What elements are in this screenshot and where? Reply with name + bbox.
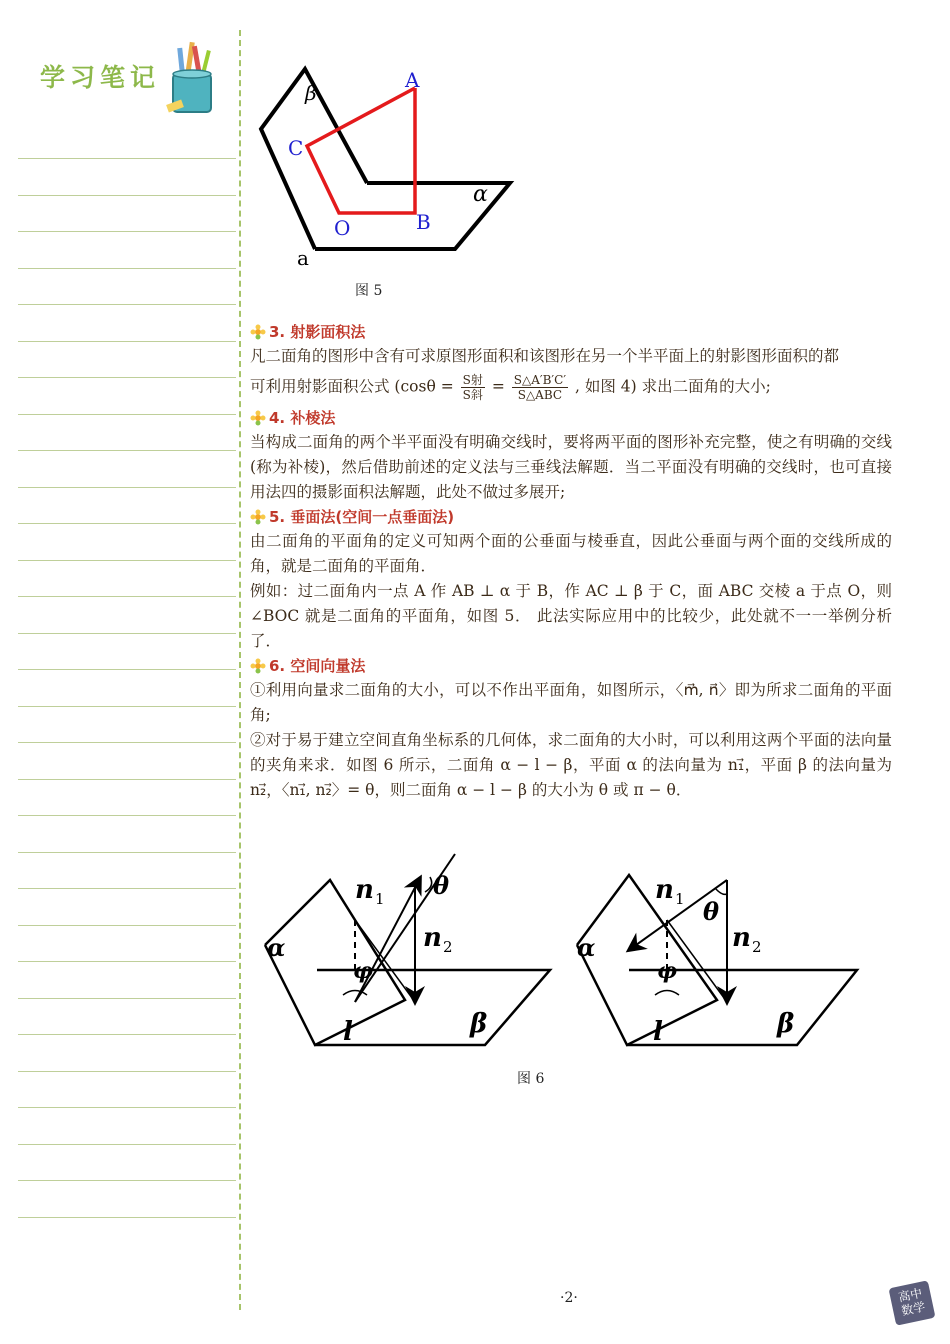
label-l-left: l [343,1017,353,1047]
label-phi-right: φ [657,958,677,984]
label-beta-left: β [470,1009,488,1039]
note-line [18,450,236,451]
note-line [18,633,236,634]
label-theta-left: θ [433,871,450,900]
label-B: B [416,210,431,234]
fraction-2: $\frac{S\triangle A'B'C'}{\text{S△ABC}}$ [513,373,567,402]
note-line [18,231,236,232]
svg-text:2: 2 [443,938,453,956]
label-l-right: l [653,1017,663,1047]
note-line [18,742,236,743]
figure-5-caption: 图 5 [355,283,383,299]
projection-formula: 可利用射影面积公式 (cosθ = $\frac{\text{S射}}{\text{S斜}}$ = $\frac{S\triangle A'B'C'}{\text{S△ABC}}$ , 如图 4) 求出二面角的大小; [250,373,771,402]
note-line [18,706,236,707]
content-body [250,320,892,803]
note-line [18,487,236,488]
section-4-title: 4. 补棱法 [269,409,336,427]
note-line [18,341,236,342]
figure-6-caption: 图 6 [517,1071,545,1087]
note-line [18,961,236,962]
note-line [18,1107,236,1108]
figure-6-right [577,875,857,1047]
section-5-heading [250,505,892,529]
note-line [18,1217,236,1218]
note-line [18,1144,236,1145]
label-C: C [288,136,304,160]
figure-6 [255,850,875,1060]
label-n1-left: n [355,875,374,905]
section-5-paragraph-2: 例如：过二面角内一点 A 作 AB ⊥ α 于 B，作 AC ⊥ β 于 C，面 ABC 交棱 a 于点 O，则 ∠BOC 就是二面角的平面角，如图 5． 此法实际应用中的比较少，此处就不一一举例分析了． [250,582,892,650]
label-alpha: α [473,182,488,207]
label-n2-right: n [732,923,751,953]
label-phi-left: φ [353,958,373,984]
note-line [18,377,236,378]
section-3-title: 3. 射影面积法 [269,323,366,341]
note-line [18,195,236,196]
section-4-paragraph: 当构成二面角的两个半平面没有明确交线时，要将两平面的图形补充完整，使之有明确的交线 (称为补棱)，然后借助前述的定义法与三垂线法解题．当二平面没有明确的交线时，也可直接用法四的摄影面积法解题，此处不做过多展开; [250,433,892,501]
note-line [18,596,236,597]
label-A: A [405,68,420,92]
note-line [18,852,236,853]
label-O: O [334,216,351,240]
label-n1-right: n [655,875,674,905]
section-6-title: 6. 空间向量法 [269,657,366,675]
sidebar-title: 学习笔记 [40,63,161,92]
note-line [18,1034,236,1035]
svg-text:1: 1 [375,890,385,908]
pen-cup-icon [165,40,217,118]
flower-icon [250,509,266,525]
label-beta-right: β [777,1009,795,1039]
note-line [18,888,236,889]
margin-divider [239,30,241,1310]
flower-icon [250,410,266,426]
section-4-heading [250,406,892,430]
flower-icon [250,658,266,674]
site-logo: 高中 数学 [888,1280,935,1325]
note-line [18,1180,236,1181]
label-n2-left: n [423,923,442,953]
label-beta: β [305,81,317,105]
note-line [18,414,236,415]
section-3-paragraph: 凡二面角的图形中含有可求原图形面积和该图形在另一个半平面上的射影图形面积的都 [250,347,840,365]
label-alpha-left: α [267,933,286,962]
note-line [18,523,236,524]
note-line [18,669,236,670]
label-a: a [297,246,309,270]
label-alpha-right: α [577,933,596,962]
note-line [18,779,236,780]
note-line [18,925,236,926]
svg-text:2: 2 [752,938,762,956]
section-6-paragraph-2: ②对于易于建立空间直角坐标系的几何体，求二面角的大小时，可以利用这两个平面的法向量的夹角来求．如图 6 所示，二面角 α − l − β，平面 α 的法向量为 n₁⃗，平面 β 的法向量为 n₂⃗，〈n₁⃗, n₂⃗〉= θ，则二面角 α − l − β 的大小为 θ 或 π − θ． [250,731,892,799]
note-line [18,998,236,999]
section-5-title: 5. 垂面法(空间一点垂面法) [269,508,455,526]
page-number: ·2· [560,1290,578,1306]
section-6-paragraph-1: ①利用向量求二面角的大小，可以不作出平面角，如图所示，〈m⃗, n⃗〉即为所求二面角的平面角; [250,681,892,724]
section-3-heading [250,320,892,344]
section-5-paragraph-1: 由二面角的平面角的定义可知两个面的公垂面与棱垂直，因此公垂面与两个面的交线所成的角，就是二面角的平面角． [250,532,892,575]
figure-6-left [265,854,550,1047]
note-line [18,268,236,269]
note-line [18,1071,236,1072]
note-line [18,815,236,816]
note-line [18,304,236,305]
svg-text:1: 1 [675,890,685,908]
note-line [18,158,236,159]
note-line [18,560,236,561]
flower-icon [250,324,266,340]
figure-5 [255,55,525,275]
label-theta-right: θ [703,897,720,926]
section-6-heading [250,654,892,678]
fraction-1: $\frac{\text{S射}}{\text{S斜}}$ [462,373,483,402]
